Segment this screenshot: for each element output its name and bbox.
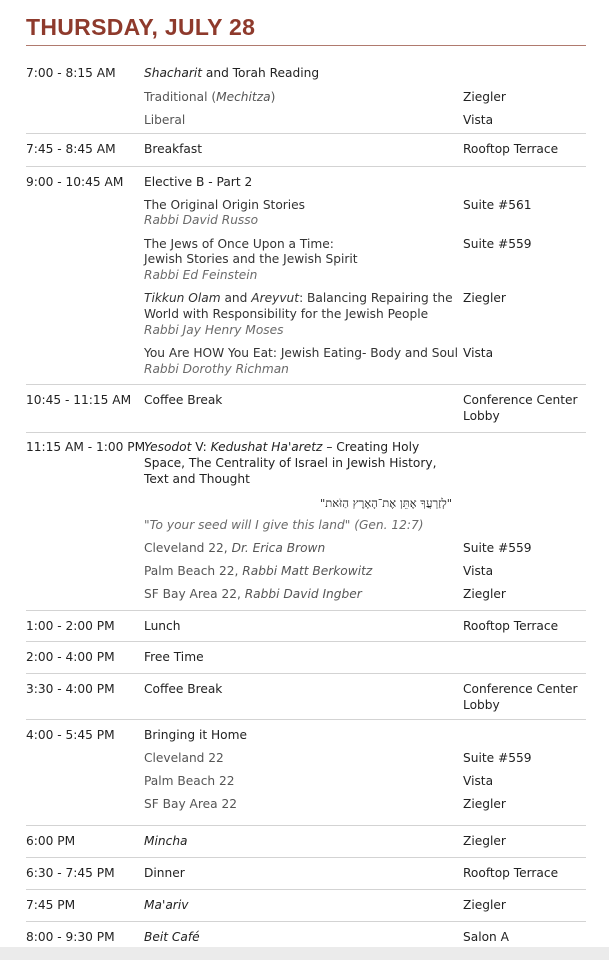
event-title: Coffee Break <box>144 393 223 407</box>
location: Rooftop Terrace <box>463 866 559 880</box>
session-text-end: ) <box>270 90 276 104</box>
cohort-name: Cleveland 22, <box>144 541 232 555</box>
location: Suite #561 <box>463 198 532 212</box>
location: Ziegler <box>463 898 506 912</box>
event-text: V: <box>191 440 211 454</box>
event-title-line2: Space, The Centrality of Israel in Jewish History, <box>144 456 437 470</box>
hebrew-verse: "לְזַרְעֲךָ אֶתֵּן אֶת־הָאָרֶץ הַזֹּאת" <box>320 496 452 510</box>
time: 6:30 - 7:45 PM <box>26 866 115 880</box>
day-title: THURSDAY, JULY 28 <box>26 14 256 40</box>
cohort-session: Palm Beach 22 <box>144 774 235 788</box>
event-title: Free Time <box>144 650 204 664</box>
event-title-line3: Text and Thought <box>144 472 250 486</box>
location: Ziegler <box>463 90 506 104</box>
location: Ziegler <box>463 797 506 811</box>
event-title <box>144 439 419 455</box>
event-italic: Yesodot <box>144 440 192 454</box>
event-title-rest: and Torah Reading <box>202 66 320 80</box>
session-text: Traditional ( <box>144 90 217 104</box>
location: Vista <box>463 774 494 788</box>
event-title: Breakfast <box>144 142 203 156</box>
event-title: Lunch <box>144 619 181 633</box>
session-title-line2: Jewish Stories and the Jewish Spirit <box>144 252 358 266</box>
session-italic: Areyvut <box>251 291 300 305</box>
speaker: Rabbi Jay Henry Moses <box>144 323 284 337</box>
event-text: – Creating Holy <box>322 440 420 454</box>
cohort-name: Palm Beach 22, <box>144 564 243 578</box>
session-italic: Mechitza <box>216 90 271 104</box>
schedule-block-elective-b <box>26 167 586 385</box>
event-italic: Kedushat Ha'aretz <box>210 440 323 454</box>
schedule-block-lunch <box>26 611 586 642</box>
time: 10:45 - 11:15 AM <box>26 393 132 407</box>
location: Suite #559 <box>463 751 532 765</box>
speaker: Rabbi Dorothy Richman <box>144 362 289 376</box>
location: Conference Center <box>463 682 578 696</box>
time: 4:00 - 5:45 PM <box>26 728 115 742</box>
cohort-session <box>144 586 362 602</box>
schedule-block-free-time <box>26 642 586 674</box>
location: Vista <box>463 346 494 360</box>
time: 2:00 - 4:00 PM <box>26 650 115 664</box>
cohort-speaker: Dr. Erica Brown <box>231 541 326 555</box>
time: 7:45 - 8:45 AM <box>26 142 116 156</box>
session-italic: Tikkun Olam <box>144 291 221 305</box>
session-text: and <box>220 291 252 305</box>
time: 9:00 - 10:45 AM <box>26 175 124 189</box>
time: 7:00 - 8:15 AM <box>26 66 116 80</box>
cohort-speaker: Rabbi David Ingber <box>244 587 362 601</box>
event-title: Bringing it Home <box>144 728 247 742</box>
location-line2: Lobby <box>463 698 500 712</box>
schedule-block-coffee-break <box>26 385 586 433</box>
cohort-speaker: Rabbi Matt Berkowitz <box>242 564 373 578</box>
location: Vista <box>463 113 494 127</box>
session-liberal: Liberal <box>144 113 186 127</box>
event-title <box>144 65 319 81</box>
schedule-block-bringing-it-home <box>26 720 586 826</box>
cohort-session: SF Bay Area 22 <box>144 797 237 811</box>
event-title: Coffee Break <box>144 682 223 696</box>
schedule-list <box>26 46 586 953</box>
schedule-block-coffee-break-2 <box>26 674 586 720</box>
session-title <box>144 290 453 306</box>
session-title: The Jews of Once Upon a Time: <box>144 237 334 251</box>
schedule-block-breakfast <box>26 134 586 167</box>
time: 8:00 - 9:30 PM <box>26 930 115 944</box>
schedule-block-dinner <box>26 858 586 890</box>
schedule-block-shacharit <box>26 46 586 134</box>
verse-translation: "To your seed will I give this land" (Gen. 12:7) <box>144 518 424 532</box>
location: Vista <box>463 564 494 578</box>
session-title-line2: World with Responsibility for the Jewish People <box>144 307 429 321</box>
event-title: Elective B - Part 2 <box>144 175 253 189</box>
speaker: Rabbi Ed Feinstein <box>144 268 258 282</box>
time: 3:30 - 4:00 PM <box>26 682 115 696</box>
cohort-name: SF Bay Area 22, <box>144 587 245 601</box>
time: 6:00 PM <box>26 834 76 848</box>
cohort-session <box>144 563 372 579</box>
time: 11:15 AM - 1:00 PM <box>26 440 146 454</box>
session-text: : Balancing Repairing the <box>299 291 453 305</box>
schedule-block-mincha <box>26 826 586 858</box>
location: Ziegler <box>463 291 506 305</box>
event-title: Ma'ariv <box>144 898 189 912</box>
location: Salon A <box>463 930 509 944</box>
schedule-block-maariv <box>26 890 586 922</box>
time: 7:45 PM <box>26 898 76 912</box>
location: Conference Center <box>463 393 578 407</box>
time: 1:00 - 2:00 PM <box>26 619 115 633</box>
location: Ziegler <box>463 587 506 601</box>
location: Rooftop Terrace <box>463 142 559 156</box>
cohort-session: Cleveland 22 <box>144 751 224 765</box>
event-title: Dinner <box>144 866 185 880</box>
schedule-block-yesodot <box>26 433 586 611</box>
session-title: The Original Origin Stories <box>144 198 306 212</box>
location: Suite #559 <box>463 237 532 251</box>
event-title: Beit Café <box>144 930 200 944</box>
session-traditional <box>144 89 275 105</box>
speaker: Rabbi David Russo <box>144 213 259 227</box>
cohort-session <box>144 540 325 556</box>
location: Rooftop Terrace <box>463 619 559 633</box>
event-title: Mincha <box>144 834 188 848</box>
session-title: You Are HOW You Eat: Jewish Eating- Body and Soul <box>144 346 459 360</box>
event-title-italic: Shacharit <box>144 66 202 80</box>
footer-strip <box>0 947 609 960</box>
location: Suite #559 <box>463 541 532 555</box>
location: Ziegler <box>463 834 506 848</box>
location-line2: Lobby <box>463 409 500 423</box>
